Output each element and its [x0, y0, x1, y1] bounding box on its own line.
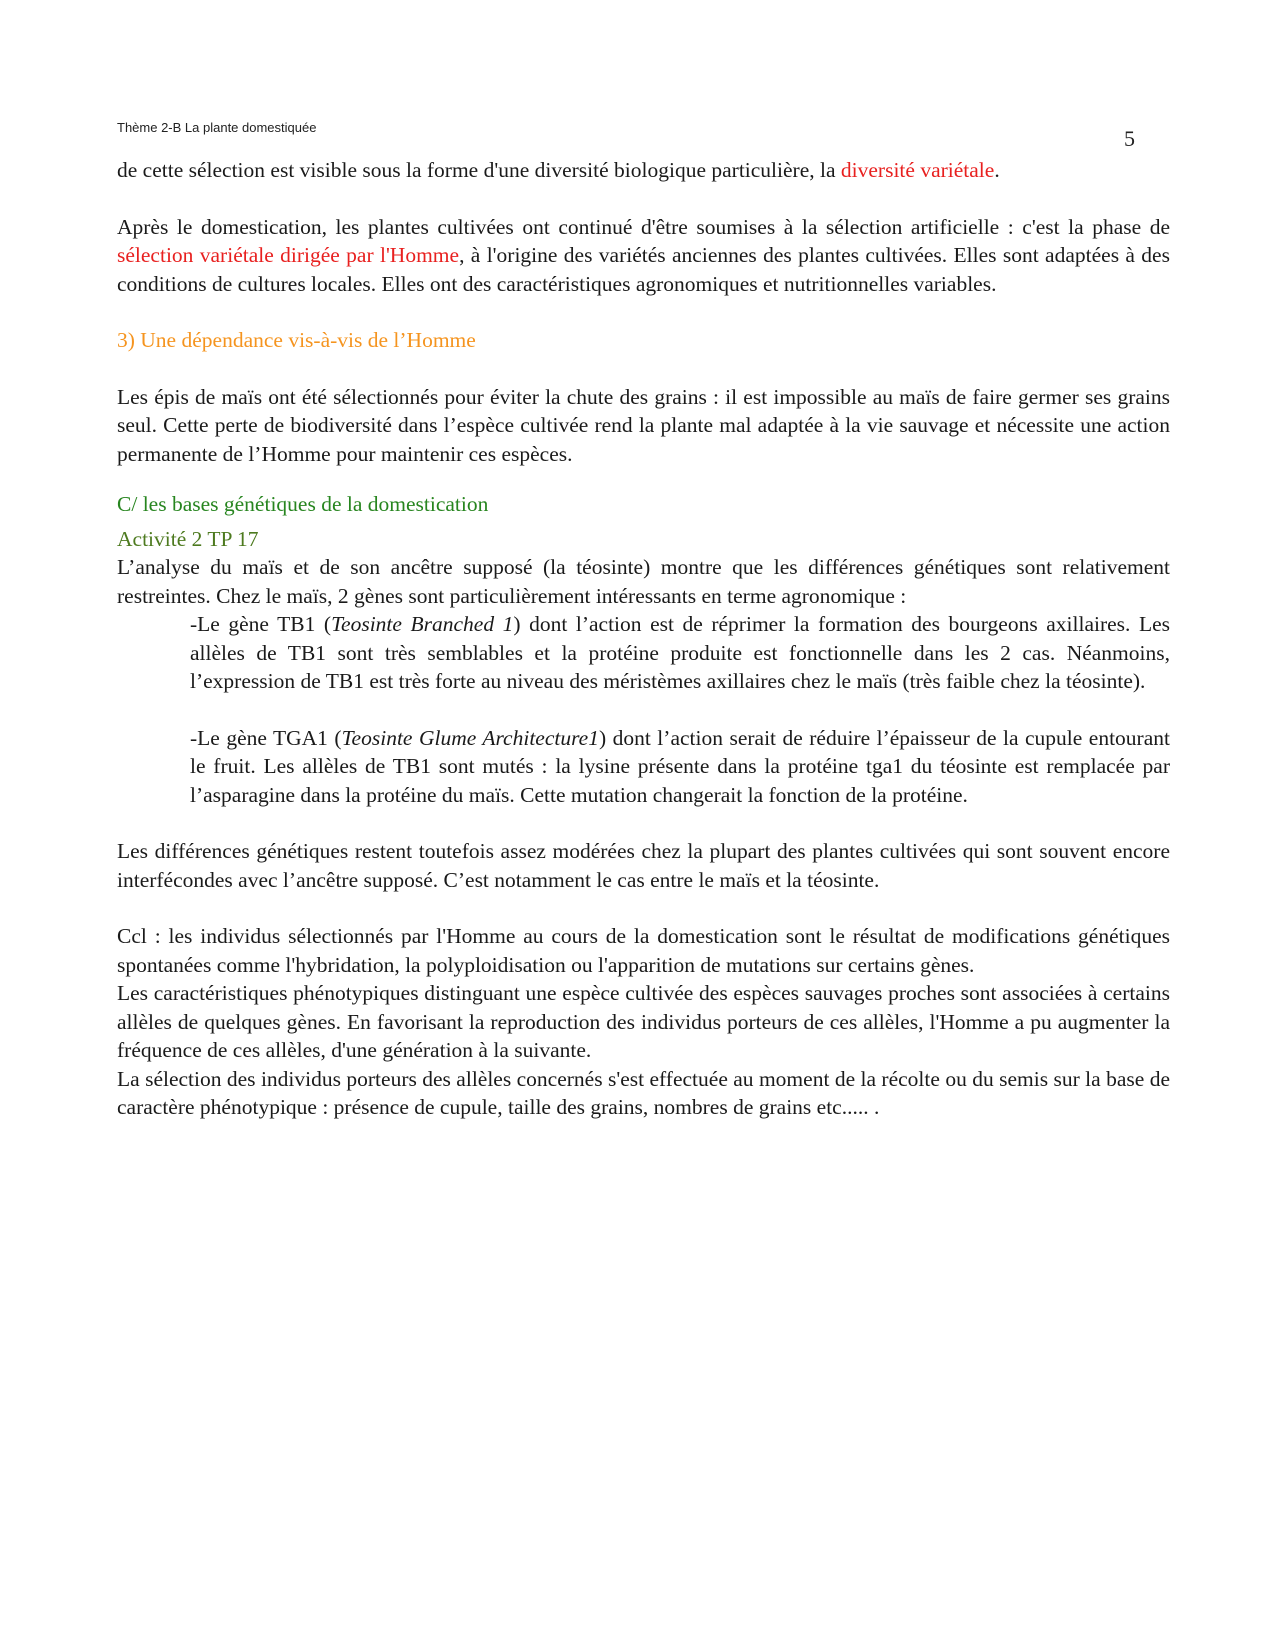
- gene-tb1-item: [190, 610, 1170, 696]
- paragraph-differences: Les différences génétiques restent toutefois assez modérées chez la plupart des plantes cultivées qui sont souvent encore interfécondes avec l’ancêtre supposé. C’est notamment le cas entre le maïs et la téosinte.: [117, 839, 1170, 892]
- paragraph-text: .: [994, 158, 1000, 182]
- paragraph-text: Après le domestication, les plantes cultivées ont continué d'être soumises à la sélection artificielle : c'est la phase de: [117, 214, 1170, 239]
- paragraph-dependance: Les épis de maïs ont été sélectionnés pour éviter la chute des grains : il est impossible au maïs de faire germer ses grains seul. Cette perte de biodiversité dans l’espèce cultivée rend la plante mal adaptée à la vie sauvage et nécessite une action permanente de l’Homme pour maintenir ces espèces.: [117, 384, 1170, 466]
- gene-tb1-text: ) dont l’action est de réprimer la formation des bourgeons axillaires. Les allèles de TB1 sont très semblables et la protéine produite est fonctionnelle dans les 2 cas. Néanmoins, l’expression de TB1 est très forte au niveau des méristèmes axillaires chez le maïs (très faible chez la téosinte).: [190, 612, 1171, 693]
- paragraph-analyse-mais: L’analyse du maïs et de son ancêtre supposé (la téosinte) montre que les différences génétiques sont relativement restreintes. Chez le maïs, 2 gènes sont particulièrement intéressants en terme agronomique :: [117, 555, 1170, 608]
- conclusion-paragraph-2: Les caractéristiques phénotypiques distinguant une espèce cultivée des espèces sauvages proches sont associées à certains allèles de quelques gènes. En favorisant la reproduction des individus porteurs de ces allèles, l'Homme a pu augmenter la fréquence de ces allèles, d'une génération à la suivante.: [117, 981, 1170, 1062]
- highlight-diversite-varietale: diversité variétale: [840, 158, 995, 182]
- gene-tb1-lead: -Le gène TB1 (: [190, 612, 332, 636]
- paragraph-selection-varietale: [117, 213, 1170, 299]
- page-number: 5: [1124, 126, 1135, 151]
- running-header: Thème 2-B La plante domestiquée: [117, 120, 317, 135]
- highlight-selection-varietale: sélection variétale dirigée par l'Homme: [117, 243, 460, 267]
- gene-tga1-text: ) dont l’action serait de réduire l’épaisseur de la cupule entourant le fruit. Les allèles de TB1 sont mutés : la lysine présente dans la protéine tga1 du téosinte est remplacée par l’asparagine dans la protéine du maïs. Cette mutation changerait la fonction de la protéine.: [190, 725, 1170, 807]
- conclusion-paragraph-1: Ccl : les individus sélectionnés par l'Homme au cours de la domestication sont le résultat de modifications génétiques spontanées comme l'hybridation, la polyploidisation ou l'apparition de mutations sur certains gènes.: [117, 924, 1170, 977]
- section-heading-dependance: 3) Une dépendance vis-à-vis de l’Homme: [117, 328, 476, 352]
- conclusion-paragraph-3: La sélection des individus porteurs des allèles concernés s'est effectuée au moment de la récolte ou du semis sur la base de caractère phénotypique : présence de cupule, taille des grains, nombres de grains etc..... .: [117, 1066, 1170, 1119]
- activity-label: Activité 2 TP 17: [117, 526, 259, 551]
- paragraph-diversite: [117, 156, 1170, 185]
- gene-tga1-item: [190, 724, 1170, 810]
- paragraph-text: , à l'origine des variétés anciennes des plantes cultivées. Elles sont adaptées à des conditions de cultures locales. Elles ont des caractéristiques agronomiques et nutritionnelles variables.: [117, 243, 1170, 296]
- section-heading-bases-genetiques: C/ les bases génétiques de la domestication: [117, 492, 489, 516]
- gene-tb1-name: Teosinte Branched 1: [331, 612, 514, 636]
- gene-tga1-name: Teosinte Glume Architecture1: [341, 725, 599, 750]
- gene-tga1-lead: -Le gène TGA1 (: [190, 725, 342, 750]
- page-body: [117, 156, 1170, 1122]
- paragraph-text: de cette sélection est visible sous la forme d'une diversité biologique particulière, la: [117, 158, 841, 182]
